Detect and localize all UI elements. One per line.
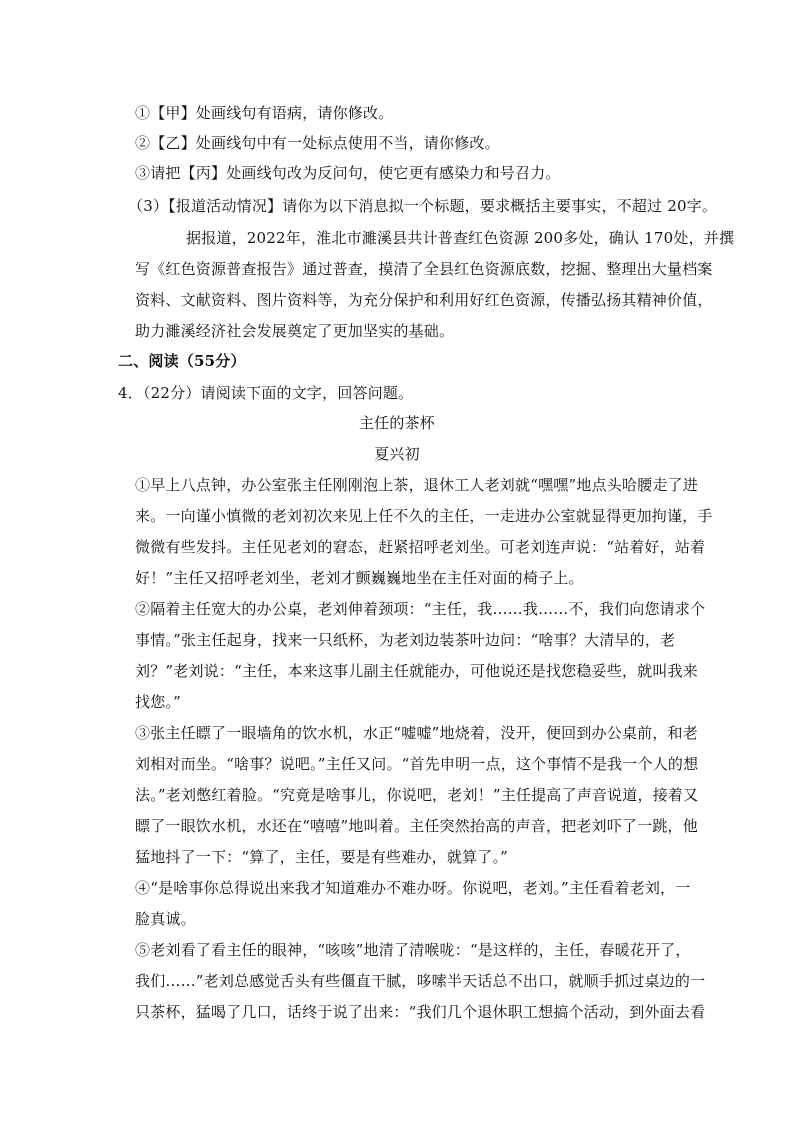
- article-line: 刘？”老刘说：“主任，本来这事儿副主任就能办，可他说还是找您稳妥些，就叫我来: [135, 662, 698, 680]
- q4-prompt: 4．（22分）请阅读下面的文字，回答问题。: [118, 384, 414, 402]
- article-title: 主任的茶杯: [358, 414, 435, 432]
- news-line-4: 助力濉溪经济社会发展奠定了更加坚实的基础。: [135, 322, 455, 340]
- article-line: 事情。”张主任起身，找来一只纸杯，为老刘边装茶叶边问：“啥事？大清早的，老: [135, 631, 676, 649]
- news-line-3: 资料、文献资料、图片资料等，为充分保护和利用好红色资源，传播弘扬其精神价值，: [135, 291, 713, 309]
- article-line: 找您。”: [135, 693, 181, 711]
- article-line: 瞟了一眼饮水机，水还在“嘻嘻”地叫着。主任突然抬高的声音，把老刘吓了一跳，他: [135, 817, 698, 835]
- article-line: ③张主任瞟了一眼墙角的饮水机，水正“嘘嘘”地烧着，没开，便回到办公桌前，和老: [135, 724, 698, 742]
- q3-item-3: ③请把【丙】处画线句改为反问句，使它更有感染力和号召力。: [135, 164, 561, 182]
- article-line: ⑤老刘看了看主任的眼神，“咳咳”地清了清喉咙：“是这样的，主任，春暖花开了，: [135, 941, 691, 959]
- q3-subquestion-3: （3）【报道活动情况】请你为以下消息拟一个标题，要求概括主要事实，不超过 20字。: [128, 197, 718, 215]
- article-line: 来。一向谨小慎微的老刘初次来见上任不久的主任，一走进办公室就显得更加拘谨，手: [135, 507, 713, 525]
- article-line: 我们……”老刘总感觉舌头有些僵直干腻，哆嗦半天话总不出口，就顺手抓过桌边的一: [135, 972, 706, 990]
- section-heading: 二、阅读（55分）: [118, 352, 246, 370]
- article-line: 法。”老刘憋红着脸。“究竟是啥事儿，你说吧，老刘！”主任提高了声音说道，接着又: [135, 786, 699, 804]
- news-line-2: 写《红色资源普查报告》通过普查，摸清了全县红色资源底数，挖掘、整理出大量档案: [135, 260, 713, 278]
- news-line-1: 据报道，2022年，淮北市濉溪县共计普查红色资源 200多处，确认 170处，并撰: [186, 229, 735, 247]
- q3-item-2: ②【乙】处画线句中有一处标点使用不当，请你修改。: [135, 134, 500, 152]
- article-line: 猛地抖了一下：“算了，主任，要是有些难办，就算了。”: [135, 848, 509, 866]
- article-line: ④“是啥事你总得说出来我才知道难办不难办呀。你说吧，老刘。”主任看着老刘，一: [135, 879, 691, 897]
- article-line: 刘相对而坐。“啥事？说吧。”主任又问。“首先申明一点，这个事情不是我一个人的想: [135, 755, 699, 773]
- article-line: 只茶杯，猛喝了几口，话终于说了出来：“我们几个退休职工想搞个活动，到外面去看: [135, 1003, 706, 1021]
- article-line: 微微有些发抖。主任见老刘的窘态，赶紧招呼老刘坐。可老刘连声说：“站着好，站着: [135, 538, 706, 556]
- article-line: 脸真诚。: [135, 910, 196, 928]
- q3-item-1: ①【甲】处画线句有语病，请你修改。: [135, 104, 394, 122]
- article-line: ②隔着主任宽大的办公桌，老刘伸着颈项：“主任，我……我……不，我们向您请求个: [135, 600, 706, 618]
- article-line: ①早上八点钟，办公室张主任刚刚泡上茶，退休工人老刘就“嘿嘿”地点头哈腰走了进: [135, 476, 698, 494]
- article-line: 好！”主任又招呼老刘坐，老刘才颤巍巍地坐在主任对面的椅子上。: [135, 569, 584, 587]
- article-author: 夏兴初: [374, 445, 420, 463]
